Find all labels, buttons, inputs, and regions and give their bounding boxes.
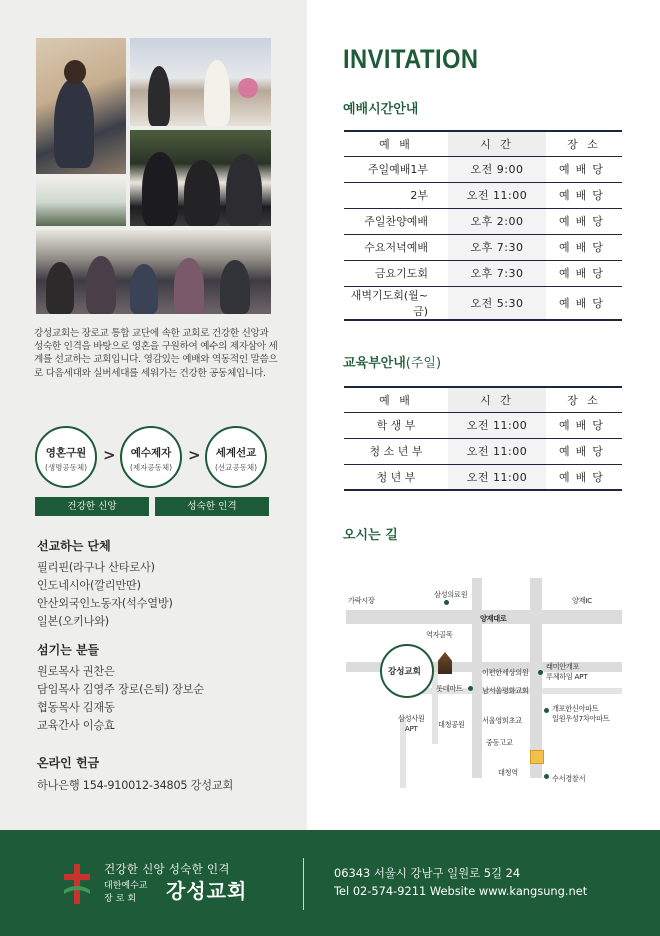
location-map xyxy=(340,578,630,793)
church-marker: 강성교회 xyxy=(380,644,434,698)
staff-item: 담임목사 김영주 장로(은퇴) 장보순 xyxy=(37,683,204,696)
column-header: 예 배 xyxy=(344,387,448,412)
directions-title: 오시는 길 xyxy=(343,528,398,543)
table-row: 주일찬양예배 오후 2:00 예배당 xyxy=(344,208,622,234)
value-badge-faith: 건강한 신앙 xyxy=(35,497,149,516)
map-label: 래미안개포 루체하임 APT xyxy=(546,662,588,681)
table-header-row xyxy=(344,387,622,412)
road xyxy=(472,578,482,778)
vision-soul-saving: 영혼구원 (생명공동체) xyxy=(35,426,97,488)
staff-item: 교육간사 이승효 xyxy=(37,719,115,732)
worship-title: 예배시간안내 xyxy=(343,102,419,117)
education-table xyxy=(344,386,622,491)
map-label: 이편한세상의원 xyxy=(482,668,529,677)
road xyxy=(432,672,438,744)
table-row: 수요저녁예배 오후 7:30 예배당 xyxy=(344,234,622,260)
arrow-icon: > xyxy=(103,446,116,464)
map-label: 남서울평화교회 xyxy=(482,686,529,695)
map-label: 가락시장 xyxy=(348,596,375,605)
staff-item: 원로목사 권찬은 xyxy=(37,665,115,678)
column-header: 예 배 xyxy=(344,131,448,156)
footer-denomination-2: 장로회 xyxy=(104,894,140,904)
map-label: 대청공원 xyxy=(438,720,465,729)
value-badge-character: 성숙한 인격 xyxy=(155,497,269,516)
table-row: 새벽기도회(월~금) 오전 5:30 예배당 xyxy=(344,286,622,320)
church-building-icon xyxy=(438,652,452,674)
map-label: 삼성의료원 xyxy=(434,590,468,599)
mission-item: 안산외국인노동자(석수열방) xyxy=(37,597,173,610)
column-header: 시 간 xyxy=(448,131,546,156)
prayer-photo xyxy=(36,38,126,174)
ceremony-photo xyxy=(130,38,271,126)
vision-world-mission: 세계선교 (선교공동체) xyxy=(205,426,267,488)
church-logo-icon xyxy=(60,862,94,906)
mission-item: 일본(오키나와) xyxy=(37,615,109,628)
worship-table xyxy=(344,130,622,321)
choir-photo xyxy=(36,178,126,226)
map-label: 개포한신아파트 일원우성7차아파트 xyxy=(552,704,610,723)
table-row: 학 생 부 오전 11:00 예배당 xyxy=(344,412,622,438)
footer-church-name: 강성교회 xyxy=(166,879,248,903)
footer-contact: Tel 02-574-9211 Website www.kangsung.net xyxy=(334,884,588,898)
left-panel xyxy=(0,0,307,830)
mission-item: 인도네시아(깔리만딴) xyxy=(37,579,141,592)
map-marker xyxy=(544,774,549,779)
footer-slogan: 건강한 신앙 성숙한 인격 xyxy=(104,862,230,876)
staff-item: 협동목사 김재동 xyxy=(37,701,115,714)
map-label: 수서경찰서 xyxy=(552,774,586,783)
invitation-heading: INVITATION xyxy=(343,44,479,74)
footer-divider xyxy=(303,858,304,910)
footer-denomination: 대한예수교 xyxy=(104,881,148,891)
missions-title: 선교하는 단체 xyxy=(37,539,111,553)
column-header: 시 간 xyxy=(448,387,546,412)
map-marker xyxy=(444,600,449,605)
road xyxy=(530,578,542,778)
congregation-photo xyxy=(36,230,271,314)
elders-photo xyxy=(130,130,271,226)
map-label: 양재IC xyxy=(572,596,592,605)
table-row: 주일예배1부 오전 9:00 예배당 xyxy=(344,156,622,182)
map-marker xyxy=(468,686,473,691)
map-label: 양재대로 xyxy=(480,614,507,623)
staff-title: 섬기는 분들 xyxy=(37,643,100,657)
table-row: 청 소 년 부 오전 11:00 예배당 xyxy=(344,438,622,464)
giving-account: 하나은행 154-910012-34805 강성교회 xyxy=(37,779,234,792)
vision-disciples: 예수제자 (제자공동체) xyxy=(120,426,182,488)
map-label: 중동고교 xyxy=(486,738,513,747)
table-row: 청 년 부 오전 11:00 예배당 xyxy=(344,464,622,490)
giving-title: 온라인 헌금 xyxy=(37,756,100,770)
map-label: 롯데마트 xyxy=(436,684,463,693)
map-marker xyxy=(538,670,543,675)
subway-icon xyxy=(530,750,544,764)
church-intro: 강성교회는 장로교 통합 교단에 속한 교회로 건강한 신앙과 성숙한 인격을 바탕으로 영혼을 구원하여 예수의 제자삼아 세계를 선교하는 교회입니다. 영감있는 예배와 역동적인 말씀으로 다음세대와 실버세대를 세워가는 건강한 공동체입니다. xyxy=(34,328,278,379)
footer xyxy=(0,830,660,936)
footer-address: 06343 서울시 강남구 일원로 5길 24 xyxy=(334,866,521,880)
map-marker xyxy=(544,708,549,713)
table-row: 2부 오전 11:00 예배당 xyxy=(344,182,622,208)
map-label: 서울영희초교 xyxy=(482,716,522,725)
column-header: 장 소 xyxy=(546,387,622,412)
photo-collage xyxy=(36,38,271,314)
arrow-icon: > xyxy=(188,446,201,464)
map-label: 역자골목 xyxy=(426,630,453,639)
map-label: 대청역 xyxy=(498,768,518,777)
table-header-row xyxy=(344,131,622,156)
map-label: 삼성사원 APT xyxy=(398,714,425,733)
education-title: 교육부안내(주일) xyxy=(343,356,442,371)
table-row: 금요기도회 오후 7:30 예배당 xyxy=(344,260,622,286)
mission-item: 필리핀(라구나 산타로사) xyxy=(37,561,155,574)
column-header: 장 소 xyxy=(546,131,622,156)
